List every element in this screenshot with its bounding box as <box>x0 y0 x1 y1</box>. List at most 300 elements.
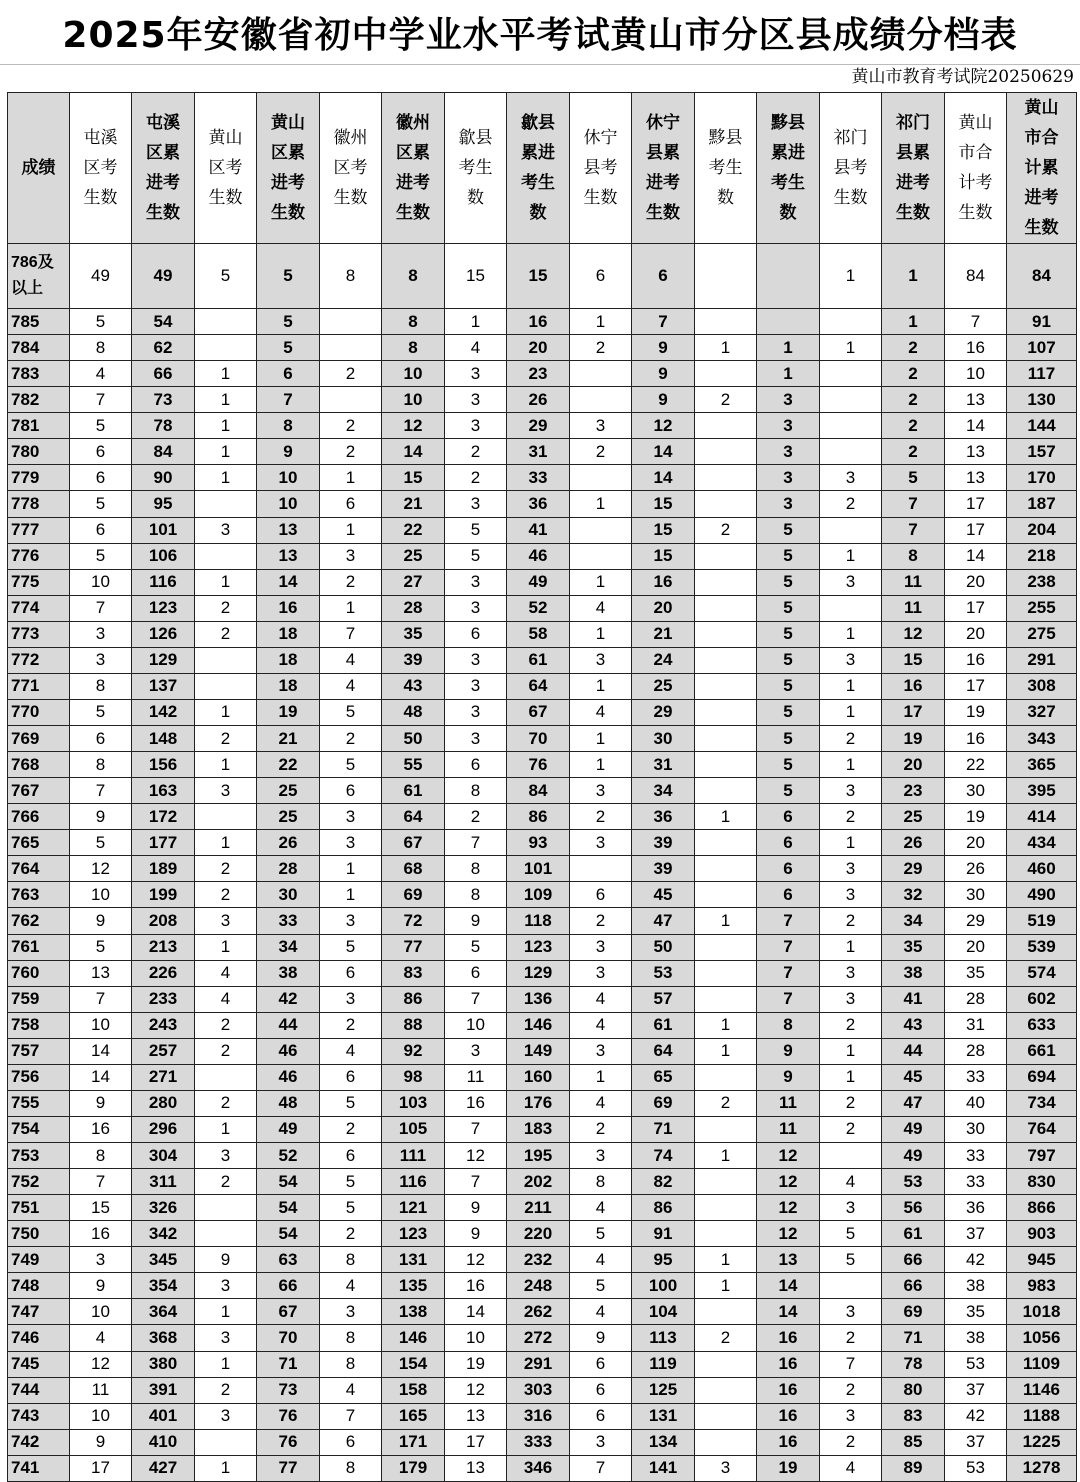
count-cell: 73 <box>132 387 195 413</box>
score-cell: 778 <box>8 491 70 517</box>
count-cell: 5 <box>757 517 820 543</box>
count-cell: 28 <box>382 595 445 621</box>
count-cell: 3 <box>70 1247 132 1273</box>
count-cell: 7 <box>757 986 820 1012</box>
count-cell: 1056 <box>1007 1325 1077 1351</box>
count-cell: 3 <box>195 1143 257 1169</box>
count-cell: 85 <box>882 1429 945 1455</box>
count-cell: 434 <box>1007 830 1077 856</box>
header-cell: 黄山市合计累进考生数 <box>1007 93 1077 244</box>
table-row <box>8 960 1077 986</box>
count-cell: 255 <box>1007 595 1077 621</box>
count-cell: 14 <box>757 1299 820 1325</box>
count-cell: 2 <box>570 335 632 361</box>
count-cell: 129 <box>132 647 195 673</box>
count-cell: 3 <box>820 882 882 908</box>
count-cell: 797 <box>1007 1143 1077 1169</box>
count-cell: 1109 <box>1007 1351 1077 1377</box>
count-cell: 4 <box>70 1325 132 1351</box>
count-cell: 7 <box>70 387 132 413</box>
count-cell: 4 <box>570 1195 632 1221</box>
count-cell: 83 <box>382 960 445 986</box>
count-cell: 34 <box>257 934 320 960</box>
count-cell: 49 <box>257 1116 320 1142</box>
count-cell: 17 <box>445 1429 507 1455</box>
count-cell: 154 <box>382 1351 445 1377</box>
header-cell: 成绩 <box>8 93 70 244</box>
score-cell: 786及以上 <box>8 244 70 309</box>
count-cell: 35 <box>945 960 1007 986</box>
count-cell: 602 <box>1007 986 1077 1012</box>
count-cell: 3 <box>445 595 507 621</box>
count-cell: 53 <box>882 1169 945 1195</box>
count-cell: 92 <box>382 1038 445 1064</box>
count-cell: 10 <box>445 1012 507 1038</box>
count-cell: 5 <box>70 699 132 725</box>
count-cell: 3 <box>820 569 882 595</box>
count-cell: 1 <box>820 934 882 960</box>
count-cell: 170 <box>1007 465 1077 491</box>
count-cell: 12 <box>70 1351 132 1377</box>
count-cell: 11 <box>445 1064 507 1090</box>
count-cell: 8 <box>70 752 132 778</box>
table-row <box>8 569 1077 595</box>
count-cell <box>195 335 257 361</box>
count-cell: 16 <box>945 335 1007 361</box>
count-cell <box>195 1429 257 1455</box>
count-cell: 25 <box>257 804 320 830</box>
count-cell <box>195 647 257 673</box>
count-cell: 71 <box>632 1116 695 1142</box>
count-cell: 5 <box>445 517 507 543</box>
count-cell: 7 <box>70 986 132 1012</box>
count-cell: 4 <box>195 986 257 1012</box>
count-cell: 38 <box>257 960 320 986</box>
count-cell: 345 <box>132 1247 195 1273</box>
count-cell <box>820 387 882 413</box>
count-cell: 130 <box>1007 387 1077 413</box>
count-cell: 10 <box>257 491 320 517</box>
count-cell: 137 <box>132 673 195 699</box>
count-cell: 9 <box>70 908 132 934</box>
count-cell: 3 <box>195 1325 257 1351</box>
count-cell: 2 <box>320 439 382 465</box>
count-cell: 1 <box>195 934 257 960</box>
table-row <box>8 1351 1077 1377</box>
count-cell: 903 <box>1007 1221 1077 1247</box>
count-cell: 5 <box>320 1090 382 1116</box>
count-cell: 66 <box>257 1273 320 1299</box>
count-cell: 19 <box>757 1455 820 1481</box>
count-cell: 1 <box>320 856 382 882</box>
count-cell: 72 <box>382 908 445 934</box>
count-cell: 12 <box>757 1169 820 1195</box>
count-cell: 67 <box>507 699 570 725</box>
count-cell: 4 <box>820 1169 882 1195</box>
count-cell: 149 <box>507 1038 570 1064</box>
count-cell: 11 <box>70 1377 132 1403</box>
count-cell <box>695 778 757 804</box>
count-cell: 14 <box>382 439 445 465</box>
count-cell: 7 <box>632 309 695 335</box>
score-cell: 779 <box>8 465 70 491</box>
count-cell: 19 <box>945 699 1007 725</box>
count-cell: 1 <box>695 804 757 830</box>
count-cell: 4 <box>570 1012 632 1038</box>
count-cell <box>695 244 757 309</box>
count-cell: 20 <box>945 934 1007 960</box>
count-cell: 5 <box>70 830 132 856</box>
count-cell: 172 <box>132 804 195 830</box>
count-cell: 43 <box>382 673 445 699</box>
count-cell: 13 <box>70 960 132 986</box>
count-cell: 54 <box>132 309 195 335</box>
count-cell: 61 <box>882 1221 945 1247</box>
count-cell: 84 <box>132 439 195 465</box>
count-cell: 37 <box>945 1221 1007 1247</box>
count-cell: 6 <box>570 1377 632 1403</box>
count-cell: 1 <box>195 361 257 387</box>
table-row <box>8 1012 1077 1038</box>
count-cell: 45 <box>882 1064 945 1090</box>
score-cell: 772 <box>8 647 70 673</box>
table-row <box>8 778 1077 804</box>
count-cell: 9 <box>757 1038 820 1064</box>
count-cell: 13 <box>945 387 1007 413</box>
count-cell: 91 <box>1007 309 1077 335</box>
count-cell: 1225 <box>1007 1429 1077 1455</box>
count-cell: 9 <box>445 1195 507 1221</box>
score-cell: 782 <box>8 387 70 413</box>
count-cell: 11 <box>882 595 945 621</box>
count-cell: 3 <box>445 491 507 517</box>
count-cell: 33 <box>945 1169 1007 1195</box>
table-row <box>8 1221 1077 1247</box>
count-cell: 1 <box>695 908 757 934</box>
count-cell: 30 <box>632 726 695 752</box>
count-cell: 3 <box>820 856 882 882</box>
count-cell: 1 <box>195 1455 257 1481</box>
count-cell: 91 <box>632 1221 695 1247</box>
count-cell: 6 <box>757 804 820 830</box>
count-cell: 233 <box>132 986 195 1012</box>
score-cell: 769 <box>8 726 70 752</box>
table-row <box>8 1273 1077 1299</box>
count-cell: 1 <box>195 1299 257 1325</box>
count-cell: 1 <box>695 1247 757 1273</box>
count-cell: 1 <box>820 1038 882 1064</box>
count-cell: 15 <box>632 517 695 543</box>
count-cell: 1 <box>820 830 882 856</box>
page-title: 2025年安徽省初中学业水平考试黄山市分区县成绩分档表 <box>0 0 1080 65</box>
count-cell: 39 <box>632 856 695 882</box>
count-cell: 131 <box>382 1247 445 1273</box>
header-cell: 黟县考生数 <box>695 93 757 244</box>
count-cell: 6 <box>70 726 132 752</box>
count-cell: 6 <box>757 882 820 908</box>
score-cell: 760 <box>8 960 70 986</box>
count-cell: 7 <box>70 778 132 804</box>
count-cell: 2 <box>195 1090 257 1116</box>
count-cell: 78 <box>132 413 195 439</box>
count-cell: 88 <box>382 1012 445 1038</box>
count-cell: 16 <box>757 1377 820 1403</box>
count-cell <box>695 1064 757 1090</box>
count-cell: 6 <box>320 960 382 986</box>
count-cell: 82 <box>632 1169 695 1195</box>
count-cell: 20 <box>945 621 1007 647</box>
count-cell: 7 <box>445 830 507 856</box>
count-cell: 5 <box>757 621 820 647</box>
count-cell: 66 <box>132 361 195 387</box>
count-cell: 41 <box>507 517 570 543</box>
count-cell: 17 <box>945 595 1007 621</box>
count-cell: 1 <box>695 1273 757 1299</box>
count-cell: 7 <box>757 934 820 960</box>
count-cell: 218 <box>1007 543 1077 569</box>
count-cell: 45 <box>632 882 695 908</box>
count-cell: 5 <box>257 244 320 309</box>
count-cell: 125 <box>632 1377 695 1403</box>
count-cell: 3 <box>820 986 882 1012</box>
count-cell: 26 <box>945 856 1007 882</box>
count-cell: 136 <box>507 986 570 1012</box>
count-cell: 1 <box>195 830 257 856</box>
count-cell: 54 <box>257 1221 320 1247</box>
count-cell: 35 <box>945 1299 1007 1325</box>
count-cell: 6 <box>757 830 820 856</box>
count-cell: 5 <box>757 752 820 778</box>
count-cell: 57 <box>632 986 695 1012</box>
count-cell: 208 <box>132 908 195 934</box>
count-cell: 9 <box>70 1273 132 1299</box>
count-cell: 983 <box>1007 1273 1077 1299</box>
count-cell: 3 <box>445 387 507 413</box>
count-cell: 53 <box>945 1351 1007 1377</box>
count-cell: 3 <box>445 647 507 673</box>
count-cell: 3 <box>320 543 382 569</box>
count-cell <box>820 361 882 387</box>
count-cell: 30 <box>945 778 1007 804</box>
count-cell: 232 <box>507 1247 570 1273</box>
count-cell: 342 <box>132 1221 195 1247</box>
count-cell: 5 <box>820 1221 882 1247</box>
count-cell: 14 <box>945 413 1007 439</box>
count-cell: 2 <box>195 726 257 752</box>
count-cell: 4 <box>570 595 632 621</box>
count-cell: 10 <box>257 465 320 491</box>
count-cell: 3 <box>320 830 382 856</box>
count-cell <box>695 309 757 335</box>
count-cell: 7 <box>820 1351 882 1377</box>
count-cell: 38 <box>945 1273 1007 1299</box>
count-cell: 26 <box>507 387 570 413</box>
count-cell <box>695 1351 757 1377</box>
count-cell: 5 <box>445 934 507 960</box>
count-cell: 179 <box>382 1455 445 1481</box>
count-cell: 12 <box>445 1247 507 1273</box>
count-cell: 36 <box>945 1195 1007 1221</box>
count-cell: 146 <box>507 1012 570 1038</box>
count-cell: 32 <box>882 882 945 908</box>
count-cell: 80 <box>882 1377 945 1403</box>
count-cell: 129 <box>507 960 570 986</box>
count-cell: 68 <box>382 856 445 882</box>
score-cell: 742 <box>8 1429 70 1455</box>
count-cell: 101 <box>132 517 195 543</box>
count-cell: 2 <box>195 1012 257 1038</box>
count-cell: 38 <box>882 960 945 986</box>
table-row <box>8 908 1077 934</box>
count-cell: 3 <box>757 387 820 413</box>
count-cell: 4 <box>570 1090 632 1116</box>
count-cell: 2 <box>320 569 382 595</box>
count-cell: 66 <box>882 1273 945 1299</box>
header-cell: 屯溪区考生数 <box>70 93 132 244</box>
count-cell: 2 <box>195 595 257 621</box>
count-cell: 61 <box>507 647 570 673</box>
count-cell: 1 <box>882 244 945 309</box>
header-cell: 黄山区考生数 <box>195 93 257 244</box>
count-cell: 7 <box>757 908 820 934</box>
table-row <box>8 309 1077 335</box>
count-cell: 4 <box>570 986 632 1012</box>
count-cell: 71 <box>257 1351 320 1377</box>
count-cell <box>570 361 632 387</box>
count-cell <box>195 543 257 569</box>
count-cell: 134 <box>632 1429 695 1455</box>
count-cell: 116 <box>382 1169 445 1195</box>
count-cell: 148 <box>132 726 195 752</box>
count-cell: 1 <box>195 1116 257 1142</box>
count-cell <box>695 1116 757 1142</box>
count-cell: 21 <box>632 621 695 647</box>
count-cell: 202 <box>507 1169 570 1195</box>
count-cell: 111 <box>382 1143 445 1169</box>
count-cell: 661 <box>1007 1038 1077 1064</box>
table-row <box>8 335 1077 361</box>
table-row <box>8 752 1077 778</box>
count-cell: 327 <box>1007 699 1077 725</box>
count-cell: 2 <box>695 1325 757 1351</box>
count-cell: 2 <box>445 465 507 491</box>
count-cell: 36 <box>632 804 695 830</box>
count-cell: 1 <box>882 309 945 335</box>
count-cell: 144 <box>1007 413 1077 439</box>
count-cell: 4 <box>570 1299 632 1325</box>
count-cell <box>695 621 757 647</box>
count-cell: 78 <box>882 1351 945 1377</box>
score-cell: 751 <box>8 1195 70 1221</box>
count-cell: 131 <box>632 1403 695 1429</box>
count-cell: 11 <box>757 1090 820 1116</box>
count-cell <box>695 491 757 517</box>
count-cell: 14 <box>632 465 695 491</box>
count-cell: 364 <box>132 1299 195 1325</box>
count-cell <box>820 439 882 465</box>
count-cell: 275 <box>1007 621 1077 647</box>
count-cell: 10 <box>70 569 132 595</box>
count-cell: 1 <box>695 1143 757 1169</box>
count-cell: 1 <box>195 439 257 465</box>
count-cell: 5 <box>757 569 820 595</box>
table-row <box>8 465 1077 491</box>
count-cell: 3 <box>570 830 632 856</box>
count-cell: 66 <box>882 1247 945 1273</box>
count-cell: 56 <box>882 1195 945 1221</box>
count-cell: 12 <box>632 413 695 439</box>
table-row <box>8 1403 1077 1429</box>
count-cell: 49 <box>507 569 570 595</box>
count-cell: 93 <box>507 830 570 856</box>
count-cell: 33 <box>945 1143 1007 1169</box>
count-cell: 4 <box>570 1247 632 1273</box>
count-cell: 67 <box>257 1299 320 1325</box>
table-row <box>8 986 1077 1012</box>
count-cell: 2 <box>882 361 945 387</box>
count-cell <box>695 830 757 856</box>
count-cell: 16 <box>882 673 945 699</box>
table-row <box>8 882 1077 908</box>
count-cell: 2 <box>820 1429 882 1455</box>
table-row <box>8 1064 1077 1090</box>
table-row <box>8 621 1077 647</box>
count-cell: 10 <box>445 1325 507 1351</box>
count-cell: 12 <box>445 1143 507 1169</box>
score-cell: 785 <box>8 309 70 335</box>
count-cell: 135 <box>382 1273 445 1299</box>
count-cell: 3 <box>445 699 507 725</box>
count-cell: 1 <box>195 1351 257 1377</box>
count-cell: 7 <box>757 960 820 986</box>
count-cell: 9 <box>195 1247 257 1273</box>
count-cell <box>695 960 757 986</box>
count-cell <box>695 1195 757 1221</box>
count-cell: 17 <box>945 517 1007 543</box>
count-cell: 13 <box>945 439 1007 465</box>
count-cell: 53 <box>945 1455 1007 1481</box>
count-cell: 945 <box>1007 1247 1077 1273</box>
count-cell: 23 <box>882 778 945 804</box>
count-cell <box>195 673 257 699</box>
count-cell: 2 <box>820 1012 882 1038</box>
header-cell: 黄山区累进考生数 <box>257 93 320 244</box>
count-cell: 47 <box>632 908 695 934</box>
count-cell <box>695 1403 757 1429</box>
count-cell: 3 <box>320 986 382 1012</box>
count-cell: 28 <box>945 986 1007 1012</box>
header-cell: 黟县累进考生数 <box>757 93 820 244</box>
count-cell: 2 <box>320 361 382 387</box>
count-cell: 2 <box>195 1038 257 1064</box>
count-cell: 103 <box>382 1090 445 1116</box>
count-cell: 1 <box>820 244 882 309</box>
count-cell: 71 <box>882 1325 945 1351</box>
score-cell: 764 <box>8 856 70 882</box>
count-cell: 44 <box>882 1038 945 1064</box>
count-cell <box>695 986 757 1012</box>
count-cell: 6 <box>70 439 132 465</box>
count-cell: 123 <box>507 934 570 960</box>
count-cell: 3 <box>570 1143 632 1169</box>
count-cell: 1 <box>195 699 257 725</box>
count-cell: 49 <box>882 1116 945 1142</box>
count-cell: 9 <box>570 1325 632 1351</box>
count-cell <box>695 673 757 699</box>
count-cell: 460 <box>1007 856 1077 882</box>
count-cell: 199 <box>132 882 195 908</box>
table-row <box>8 543 1077 569</box>
